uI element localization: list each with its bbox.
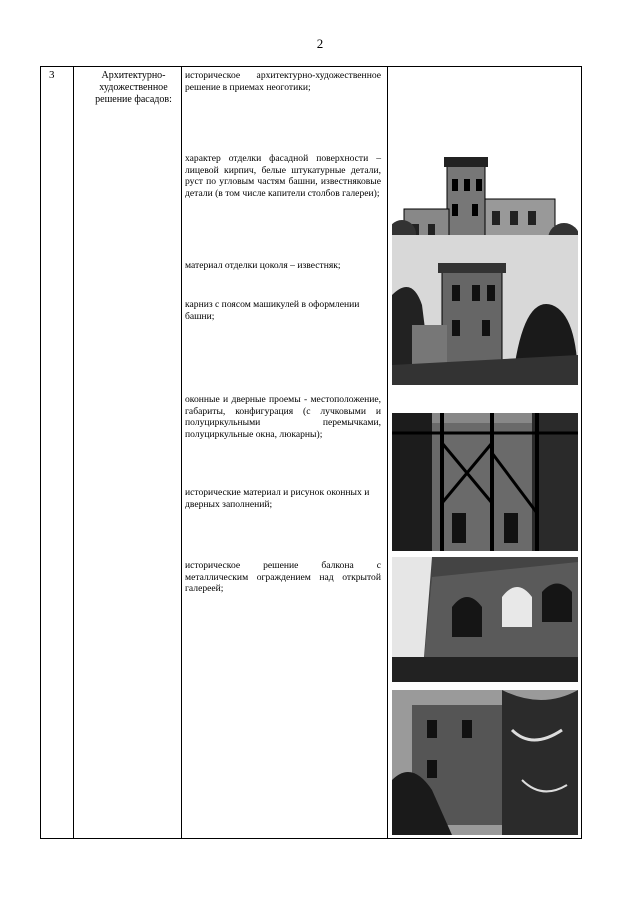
- photo-overgrown-ruin: [392, 690, 578, 835]
- page-number: 2: [316, 36, 324, 51]
- column-divider: [387, 67, 388, 838]
- photo-arched-windows: [392, 557, 578, 682]
- photo-facade-scaffolding: [392, 413, 578, 551]
- item-facade-finish: характер отделки фасадной поверхности – лицевой кирпич, белые штукатурные детали, руст по угловым частям башни, известняковые детали (в том числе капители столбов галереи);: [185, 153, 381, 199]
- row-number: 3: [49, 69, 55, 81]
- item-openings: оконные и дверные проемы - местоположение, габариты, конфигурация (с лучковыми и полуциркульными перемычками, полуциркульные окна, люкарны);: [185, 394, 381, 440]
- column-divider: [73, 67, 74, 838]
- item-balcony: историческое решение балкона с металлическим ограждением над открытой галереей;: [185, 560, 381, 595]
- photo-ruined-tower: [392, 235, 578, 385]
- heritage-table: [40, 66, 582, 839]
- item-plinth: материал отделки цоколя – известняк;: [185, 260, 341, 271]
- column-divider: [181, 67, 182, 838]
- item-style: историческое архитектурно-художественное решение в приемах неоготики;: [185, 70, 381, 93]
- item-fillings: исторические материал и рисунок оконных и дверных заполнений;: [185, 487, 370, 510]
- row-title: Архитектурно-художественное решение фасадов:: [95, 70, 172, 105]
- item-cornice: карниз с поясом машикулей в оформлении башни;: [185, 299, 360, 322]
